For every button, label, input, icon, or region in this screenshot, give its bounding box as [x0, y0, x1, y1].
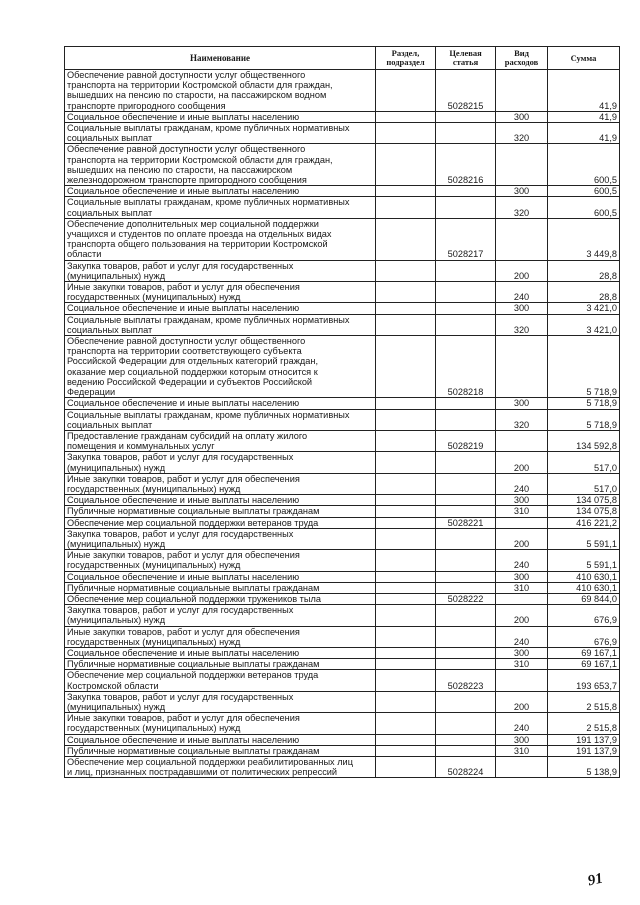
- row-section-cell: [376, 398, 436, 409]
- row-name-cell: Иные закупки товаров, работ и услуг для обеспечения государственных (муниципальных) нужд: [65, 626, 376, 647]
- row-article-cell: 5028224: [436, 757, 496, 778]
- row-name-cell: Обеспечение мер социальной поддержки ветеранов труда: [65, 517, 376, 528]
- row-type-cell: 240: [496, 550, 548, 571]
- row-type-cell: [496, 757, 548, 778]
- row-section-cell: [376, 260, 436, 281]
- table-row: [65, 303, 620, 314]
- row-sum-cell: 191 137,9: [548, 734, 620, 745]
- row-article-cell: [436, 111, 496, 122]
- row-section-cell: [376, 495, 436, 506]
- row-section-cell: [376, 506, 436, 517]
- row-section-cell: [376, 186, 436, 197]
- row-type-cell: 300: [496, 398, 548, 409]
- row-type-cell: 240: [496, 473, 548, 494]
- row-sum-cell: 134 075,8: [548, 495, 620, 506]
- table-row: [65, 144, 620, 186]
- column-header-name: Наименование: [65, 47, 376, 70]
- row-name-cell: Социальное обеспечение и иные выплаты населению: [65, 186, 376, 197]
- row-sum-cell: 41,9: [548, 123, 620, 144]
- row-article-cell: [436, 506, 496, 517]
- row-name-cell: Обеспечение мер социальной поддержки реабилитированных лиц и лиц, признанных пострадавшими от политических репрессий: [65, 757, 376, 778]
- row-sum-cell: 69 167,1: [548, 659, 620, 670]
- row-article-cell: [436, 626, 496, 647]
- row-sum-cell: 134 075,8: [548, 506, 620, 517]
- row-article-cell: 5028217: [436, 218, 496, 260]
- column-header-type: Вид расходов: [496, 47, 548, 70]
- row-section-cell: [376, 713, 436, 734]
- table-row: [65, 626, 620, 647]
- row-sum-cell: 600,5: [548, 186, 620, 197]
- row-article-cell: [436, 197, 496, 218]
- row-sum-cell: 69 167,1: [548, 647, 620, 658]
- row-section-cell: [376, 647, 436, 658]
- row-section-cell: [376, 144, 436, 186]
- row-name-cell: Социальное обеспечение и иные выплаты населению: [65, 398, 376, 409]
- table-row: [65, 409, 620, 430]
- budget-table: [64, 46, 620, 778]
- row-type-cell: [496, 517, 548, 528]
- row-name-cell: Обеспечение мер социальной поддержки тружеников тыла: [65, 593, 376, 604]
- row-sum-cell: 3 421,0: [548, 314, 620, 335]
- row-section-cell: [376, 605, 436, 626]
- table-row: [65, 218, 620, 260]
- row-article-cell: [436, 282, 496, 303]
- table-row: [65, 314, 620, 335]
- row-type-cell: [496, 430, 548, 451]
- row-name-cell: Иные закупки товаров, работ и услуг для обеспечения государственных (муниципальных) нужд: [65, 473, 376, 494]
- row-article-cell: [436, 659, 496, 670]
- row-section-cell: [376, 528, 436, 549]
- row-sum-cell: 41,9: [548, 111, 620, 122]
- row-section-cell: [376, 123, 436, 144]
- row-type-cell: 300: [496, 495, 548, 506]
- row-article-cell: [436, 495, 496, 506]
- table-row: [65, 528, 620, 549]
- row-type-cell: [496, 218, 548, 260]
- row-type-cell: 310: [496, 506, 548, 517]
- row-type-cell: 320: [496, 197, 548, 218]
- row-article-cell: [436, 398, 496, 409]
- row-name-cell: Публичные нормативные социальные выплаты гражданам: [65, 506, 376, 517]
- row-section-cell: [376, 582, 436, 593]
- table-row: [65, 605, 620, 626]
- row-sum-cell: 2 515,8: [548, 691, 620, 712]
- table-row: [65, 593, 620, 604]
- row-name-cell: Закупка товаров, работ и услуг для государственных (муниципальных) нужд: [65, 452, 376, 473]
- row-name-cell: Публичные нормативные социальные выплаты гражданам: [65, 745, 376, 756]
- table-row: [65, 197, 620, 218]
- table-row: [65, 123, 620, 144]
- table-header: [65, 47, 620, 70]
- row-sum-cell: 5 718,9: [548, 398, 620, 409]
- row-section-cell: [376, 734, 436, 745]
- row-section-cell: [376, 571, 436, 582]
- table-row: [65, 757, 620, 778]
- row-section-cell: [376, 452, 436, 473]
- row-article-cell: [436, 745, 496, 756]
- row-name-cell: Закупка товаров, работ и услуг для государственных (муниципальных) нужд: [65, 691, 376, 712]
- row-article-cell: [436, 528, 496, 549]
- row-section-cell: [376, 218, 436, 260]
- row-name-cell: Социальное обеспечение и иные выплаты населению: [65, 111, 376, 122]
- row-name-cell: Закупка товаров, работ и услуг для государственных (муниципальных) нужд: [65, 260, 376, 281]
- row-article-cell: 5028221: [436, 517, 496, 528]
- row-article-cell: [436, 473, 496, 494]
- row-type-cell: 300: [496, 734, 548, 745]
- row-section-cell: [376, 670, 436, 691]
- row-type-cell: 200: [496, 260, 548, 281]
- row-article-cell: [436, 303, 496, 314]
- row-name-cell: Социальные выплаты гражданам, кроме публичных нормативных социальных выплат: [65, 314, 376, 335]
- row-name-cell: Социальные выплаты гражданам, кроме публичных нормативных социальных выплат: [65, 123, 376, 144]
- row-type-cell: [496, 670, 548, 691]
- row-article-cell: [436, 409, 496, 430]
- row-sum-cell: 5 718,9: [548, 409, 620, 430]
- table-row: [65, 571, 620, 582]
- row-section-cell: [376, 757, 436, 778]
- row-section-cell: [376, 430, 436, 451]
- row-type-cell: 300: [496, 186, 548, 197]
- row-type-cell: [496, 144, 548, 186]
- handwritten-page-number: 91: [586, 870, 605, 890]
- table-row: [65, 495, 620, 506]
- row-name-cell: Обеспечение мер социальной поддержки ветеранов труда Костромской области: [65, 670, 376, 691]
- table-row: [65, 517, 620, 528]
- row-article-cell: [436, 452, 496, 473]
- row-type-cell: 320: [496, 409, 548, 430]
- table-row: [65, 282, 620, 303]
- row-type-cell: 310: [496, 659, 548, 670]
- row-sum-cell: 5 718,9: [548, 336, 620, 398]
- row-article-cell: 5028219: [436, 430, 496, 451]
- row-type-cell: 300: [496, 111, 548, 122]
- row-article-cell: [436, 647, 496, 658]
- row-sum-cell: 416 221,2: [548, 517, 620, 528]
- row-article-cell: [436, 605, 496, 626]
- table-row: [65, 582, 620, 593]
- table-row: [65, 550, 620, 571]
- row-section-cell: [376, 336, 436, 398]
- table-row: [65, 713, 620, 734]
- row-sum-cell: 2 515,8: [548, 713, 620, 734]
- row-name-cell: Публичные нормативные социальные выплаты гражданам: [65, 582, 376, 593]
- row-type-cell: 310: [496, 582, 548, 593]
- row-type-cell: 200: [496, 528, 548, 549]
- row-sum-cell: 134 592,8: [548, 430, 620, 451]
- row-type-cell: 200: [496, 452, 548, 473]
- row-sum-cell: 517,0: [548, 452, 620, 473]
- table-row: [65, 659, 620, 670]
- row-name-cell: Публичные нормативные социальные выплаты гражданам: [65, 659, 376, 670]
- table-row: [65, 647, 620, 658]
- row-section-cell: [376, 111, 436, 122]
- table-row: [65, 452, 620, 473]
- row-section-cell: [376, 303, 436, 314]
- row-name-cell: Иные закупки товаров, работ и услуг для обеспечения государственных (муниципальных) нужд: [65, 282, 376, 303]
- row-type-cell: 300: [496, 303, 548, 314]
- row-section-cell: [376, 473, 436, 494]
- table-row: [65, 473, 620, 494]
- row-article-cell: [436, 123, 496, 144]
- table-row: [65, 111, 620, 122]
- row-section-cell: [376, 517, 436, 528]
- row-section-cell: [376, 314, 436, 335]
- table-row: [65, 691, 620, 712]
- table-row: [65, 734, 620, 745]
- table-row: [65, 745, 620, 756]
- row-sum-cell: 410 630,1: [548, 582, 620, 593]
- row-sum-cell: 69 844,0: [548, 593, 620, 604]
- row-section-cell: [376, 70, 436, 112]
- row-type-cell: [496, 70, 548, 112]
- row-name-cell: Социальное обеспечение и иные выплаты населению: [65, 734, 376, 745]
- row-sum-cell: 676,9: [548, 605, 620, 626]
- row-article-cell: [436, 260, 496, 281]
- row-name-cell: Социальное обеспечение и иные выплаты населению: [65, 647, 376, 658]
- row-name-cell: Предоставление гражданам субсидий на оплату жилого помещения и коммунальных услуг: [65, 430, 376, 451]
- row-name-cell: Обеспечение равной доступности услуг общественного транспорта на территории Костромской области для граждан, вышедших на пенсию по старости, на пассажирском железнодорожном транспорте пригородного сообщения: [65, 144, 376, 186]
- row-name-cell: Социальное обеспечение и иные выплаты населению: [65, 571, 376, 582]
- row-type-cell: 240: [496, 282, 548, 303]
- row-article-cell: [436, 691, 496, 712]
- table-row: [65, 430, 620, 451]
- row-name-cell: Иные закупки товаров, работ и услуг для обеспечения государственных (муниципальных) нужд: [65, 713, 376, 734]
- column-header-article: Целевая статья: [436, 47, 496, 70]
- row-article-cell: [436, 571, 496, 582]
- row-sum-cell: 5 591,1: [548, 528, 620, 549]
- row-article-cell: [436, 582, 496, 593]
- row-type-cell: 240: [496, 713, 548, 734]
- row-sum-cell: 600,5: [548, 197, 620, 218]
- table-row: [65, 398, 620, 409]
- row-section-cell: [376, 593, 436, 604]
- row-article-cell: [436, 734, 496, 745]
- row-name-cell: Закупка товаров, работ и услуг для государственных (муниципальных) нужд: [65, 605, 376, 626]
- row-article-cell: 5028216: [436, 144, 496, 186]
- column-header-sum: Сумма: [548, 47, 620, 70]
- row-sum-cell: 5 591,1: [548, 550, 620, 571]
- row-name-cell: Социальные выплаты гражданам, кроме публичных нормативных социальных выплат: [65, 409, 376, 430]
- row-type-cell: 310: [496, 745, 548, 756]
- row-type-cell: [496, 336, 548, 398]
- row-section-cell: [376, 745, 436, 756]
- row-type-cell: 320: [496, 123, 548, 144]
- row-sum-cell: 191 137,9: [548, 745, 620, 756]
- table-row: [65, 506, 620, 517]
- row-article-cell: [436, 550, 496, 571]
- table-body: [65, 70, 620, 778]
- row-name-cell: Социальное обеспечение и иные выплаты населению: [65, 303, 376, 314]
- row-sum-cell: 3 449,8: [548, 218, 620, 260]
- row-sum-cell: 193 653,7: [548, 670, 620, 691]
- row-name-cell: Обеспечение равной доступности услуг общественного транспорта на территории Костромской области для граждан, вышедших на пенсию по старости, на пассажирском водном транспорте пригородного сообщения: [65, 70, 376, 112]
- row-sum-cell: 28,8: [548, 282, 620, 303]
- row-section-cell: [376, 691, 436, 712]
- row-name-cell: Иные закупки товаров, работ и услуг для обеспечения государственных (муниципальных) нужд: [65, 550, 376, 571]
- row-sum-cell: 676,9: [548, 626, 620, 647]
- row-article-cell: [436, 314, 496, 335]
- row-sum-cell: 5 138,9: [548, 757, 620, 778]
- column-header-section: Раздел, подраздел: [376, 47, 436, 70]
- row-type-cell: [496, 593, 548, 604]
- row-section-cell: [376, 197, 436, 218]
- row-type-cell: 240: [496, 626, 548, 647]
- row-name-cell: Социальное обеспечение и иные выплаты населению: [65, 495, 376, 506]
- row-article-cell: [436, 713, 496, 734]
- table-row: [65, 186, 620, 197]
- row-type-cell: 320: [496, 314, 548, 335]
- table-row: [65, 670, 620, 691]
- row-name-cell: Социальные выплаты гражданам, кроме публичных нормативных социальных выплат: [65, 197, 376, 218]
- row-article-cell: 5028222: [436, 593, 496, 604]
- row-sum-cell: 410 630,1: [548, 571, 620, 582]
- row-type-cell: 200: [496, 605, 548, 626]
- row-section-cell: [376, 550, 436, 571]
- row-article-cell: [436, 186, 496, 197]
- row-sum-cell: 28,8: [548, 260, 620, 281]
- row-type-cell: 300: [496, 647, 548, 658]
- row-name-cell: Обеспечение дополнительных мер социальной поддержки учащихся и студентов по оплате проезда на отдельных видах транспорта общего пользования на территории Костромской области: [65, 218, 376, 260]
- row-section-cell: [376, 626, 436, 647]
- row-sum-cell: 3 421,0: [548, 303, 620, 314]
- table-row: [65, 260, 620, 281]
- row-section-cell: [376, 282, 436, 303]
- row-section-cell: [376, 409, 436, 430]
- row-article-cell: 5028215: [436, 70, 496, 112]
- row-article-cell: 5028223: [436, 670, 496, 691]
- table-row: [65, 336, 620, 398]
- row-article-cell: 5028218: [436, 336, 496, 398]
- row-type-cell: 300: [496, 571, 548, 582]
- row-sum-cell: 41,9: [548, 70, 620, 112]
- row-sum-cell: 517,0: [548, 473, 620, 494]
- table-row: [65, 70, 620, 112]
- row-name-cell: Закупка товаров, работ и услуг для государственных (муниципальных) нужд: [65, 528, 376, 549]
- row-section-cell: [376, 659, 436, 670]
- row-type-cell: 200: [496, 691, 548, 712]
- row-name-cell: Обеспечение равной доступности услуг общественного транспорта на территории соответствующего субъекта Российской Федерации для отдельных категорий граждан, оказание мер социальной поддержки которым относится к ведению Российской Федерации и субъектов Российской Федерации: [65, 336, 376, 398]
- row-sum-cell: 600,5: [548, 144, 620, 186]
